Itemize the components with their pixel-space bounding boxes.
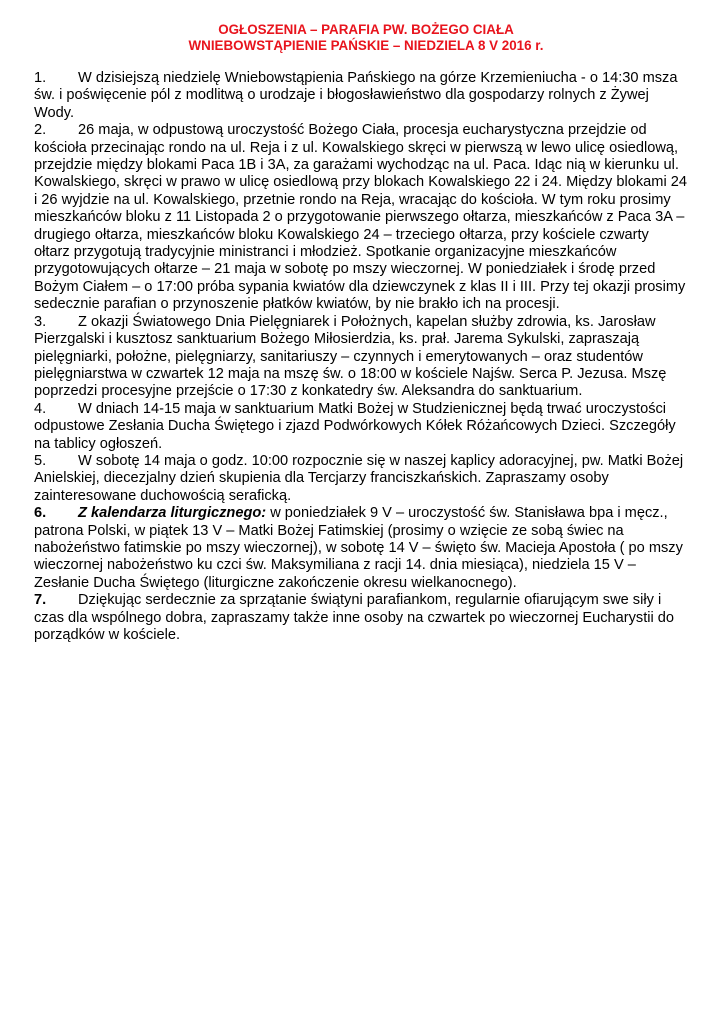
announcements-document [34, 22, 688, 644]
item-number: 3. [34, 313, 47, 330]
announcement-item-4 [34, 401, 688, 453]
item-number: 1. [34, 70, 47, 86]
item-text: w poniedziałek 9 V – uroczystość św. Stanisława bpa i męcz., patrona Polski, w piątek 13 V – Matki Bożej Fatimskiej (prosimy o wzięcie ze sobą świec na nabożeństwo fatimskie po mszy wieczornej), w sobotę 14 V – święto św. Macieja Apostoła ( po mszy wieczornej nabożeństwo ku czci św. Maksymiliana z racji 14. dnia miesiąca), niedziela 15 V – Zesłanie Ducha Świętego (liturgiczne zakończenie okresu wielkanocnego). [34, 505, 683, 591]
announcement-item-5 [34, 453, 688, 505]
announcement-item-3 [34, 314, 688, 401]
item-text: W sobotę 14 maja o godz. 10:00 rozpocznie się w naszej kaplicy adoracyjnej, pw. Matki Bożej Anielskiej, diecezjalny dzień skupienia dla Tercjarzy franciszkańskich. Zapraszamy osoby zainteresowane duchowością seraficką. [34, 452, 684, 504]
item-number: 7. [34, 592, 47, 609]
item-number: 2. [34, 122, 47, 139]
item-text: Dziękując serdecznie za sprzątanie świątyni parafiankom, regularnie ofiarującym swe siły i czas dla wspólnego dobra, zapraszamy także inne osoby na czwartek po wieczornej Eucharystii do porządków w kościele. [34, 592, 675, 643]
header-title-line-2: WNIEBOWSTĄPIENIE PAŃSKIE – NIEDZIELA 8 V 2016 r. [188, 38, 544, 53]
item-text: W dniach 14-15 maja w sanktuarium Matki Bożej w Studzienicznej będą trwać uroczystości odpustowe Zesłania Ducha Świętego i zjazd Podwórkowych Kółek Różańcowych Dzieci. Szczegóły na tablicy ogłoszeń. [34, 400, 676, 452]
announcement-item-1 [34, 70, 688, 122]
item-text: Z okazji Światowego Dnia Pielęgniarek i Położnych, kapelan służby zdrowia, ks. Jarosław Pierzgalski i kusztosz sanktuarium Bożego Miłosierdzia, ks. prał. Jarema Sykulski, zapraszają pielęgniarki, położne, pielęgniarzy, sanitariuszy – czynnych i emerytowanych – oraz studentów pielęgniarstwa w czwartek 12 maja na mszę św. o 18:00 w kościele Najśw. Serca P. Jezusa. Mszę poprzedzi procesyjne przejście o 17:30 z konkatedry św. Aleksandra do sanktuarium. [34, 313, 667, 400]
document-header [44, 22, 688, 54]
announcement-item-7 [34, 592, 688, 644]
item-number: 4. [34, 400, 47, 417]
announcement-item-2 [34, 122, 688, 313]
header-title-line-1: OGŁOSZENIA – PARAFIA PW. BOŻEGO CIAŁA [218, 22, 514, 37]
item-text: 26 maja, w odpustową uroczystość Bożego Ciała, procesja eucharystyczna przejdzie od kościoła przecinając rondo na ul. Reja i z ul. Kowalskiego skręci w pierwszą w lewo ulicę osiedlową, przejdzie między blokami Paca 1B i 3A, za garażami wychodząc na ul. Paca. Idąc nią w kierunku ul. Kowalskiego, skręci w prawo w ulicę osiedlową przy blokach Kowalskiego 22 i 24. Między blokami 24 i 26 wyjdzie na ul. Kowalskiego, przetnie rondo na Reja, wracając do kościoła. W tym roku prosimy mieszkańców bloku z 11 Listopada 2 o przygotowanie pierwszego ołtarza, mieszkańców z Paca 3A – drugiego ołtarza, mieszkańców bloku Kowalskiego 24 – trzeciego ołtarza, przy kościele czwarty ołtarz przygotują tradycyjnie ministranci i młodzież. Spotkanie organizacyjne mieszkańców przygotowujących ołtarze – 21 maja w sobotę po mszy wieczornej. W poniedziałek i środę przed Bożym Ciałem – o 17:00 próba sypania kwiatów dla dziewczynek z klas II i III. Przy tej okazji prosimy sedecznie parafian o przynoszenie płatków kwiatów, by nie brakło ich na procesji. [34, 122, 687, 313]
announcement-item-6 [34, 505, 688, 592]
item-text: W dzisiejszą niedzielę Wniebowstąpienia Pańskiego na górze Krzemieniucha - o 14:30 msza św. i poświęcenie pól z modlitwą o urodzaje i błogosławieństwo dla gospodarzy rolnych z Żywej Wody. [34, 70, 678, 121]
item-number: 6. [34, 505, 47, 522]
item-lead: Z kalendarza liturgicznego: [78, 505, 267, 522]
item-number: 5. [34, 452, 47, 469]
announcement-list [34, 70, 688, 644]
